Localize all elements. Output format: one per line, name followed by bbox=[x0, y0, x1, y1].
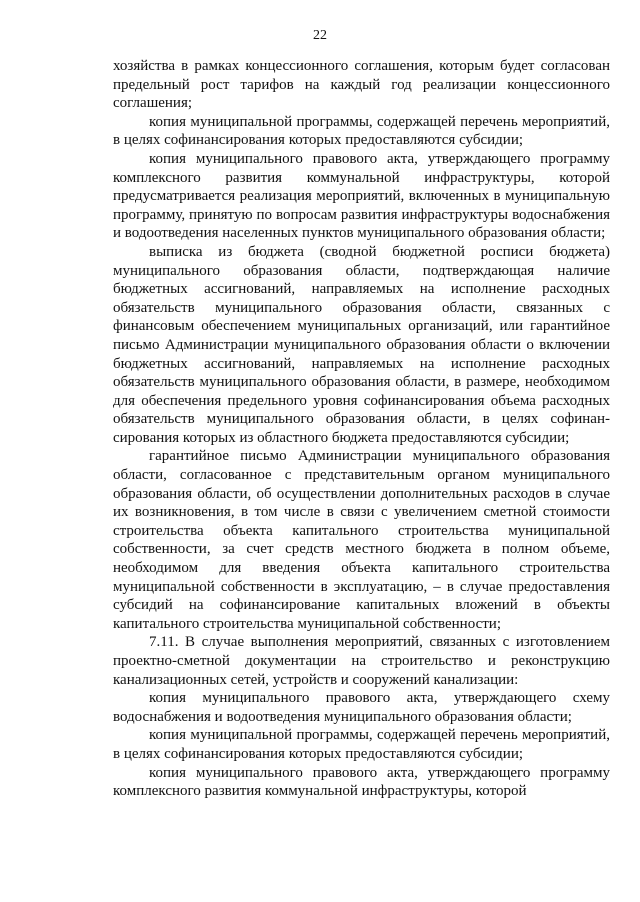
paragraph: выписка из бюджета (сводной бюджетной росписи бюджета) муниципального образования области, подтверждающая наличие бюджетных ассигнований, направляемых на исполнение расходных обязательств муниципального образования области, связанных с финансовым обеспечением муниципальных организаций, или гарантийное письмо Администрации муниципального образования области о включении бюджетных ассигнований, направляемых на исполнение расходных обязательств муниципального образования области, в размере, необходимом для обеспечения предельного уровня софинансирования объема расходных обязательств муниципального образования области, в целях софинансирования которых из областного бюджета предоставляются субсидии; bbox=[113, 243, 610, 446]
page-number: 22 bbox=[313, 28, 327, 43]
section-paragraph-7-11: 7.11. В случае выполнения мероприятий, связанных с изготовлением проектно-сметной документации на строительство и реконструкцию канализационных сетей, устройств и сооружений канализации: bbox=[113, 634, 610, 688]
paragraph: копия муниципального правового акта, утверждающего программу комплексного развития коммунальной инфраструктуры, которой предусматривается реализация мероприятий, включенных в муниципальную программу, принятую по вопросам развития инфраструктуры водоснабжения и водоотведения населенных пунктов муниципального образования области; bbox=[113, 150, 610, 242]
paragraph: гарантийное письмо Администрации муниципального образования области, согласованное с представительным органом муниципального образования области, об осуществлении дополнительных расходов в случае их возникновения, в том числе в связи с увеличением сметной стоимости строительства объекта капитального строительства муниципальной собственности, за счет средств местного бюджета в полном объеме, необходимом для введения объекта капитального строительства муниципальной собственности в эксплуатацию, – в случае предоставления субсидий на софинансирование капитальных вложений в объекты капитального строительства муниципальной собственности; bbox=[113, 448, 610, 632]
paragraph: копия муниципального правового акта, утверждающего программу комплексного развития коммунальной инфраструктуры, которой bbox=[113, 764, 610, 800]
paragraph: хозяйства в рамках концессионного соглашения, которым будет согласован предельный рост тарифов на каждый год реализации концессионного соглашения; bbox=[113, 58, 610, 112]
document-body bbox=[113, 57, 610, 801]
paragraph: копия муниципальной программы, содержащей перечень мероприятий, в целях софинансирования которых предоставляются субсидии; bbox=[113, 113, 610, 149]
paragraph: копия муниципальной программы, содержащей перечень мероприятий, в целях софинансирования которых предоставляются субсидии; bbox=[113, 727, 610, 762]
paragraph: копия муниципального правового акта, утверждающего схему водоснабжения и водоотведения муниципального образования области; bbox=[113, 690, 610, 725]
